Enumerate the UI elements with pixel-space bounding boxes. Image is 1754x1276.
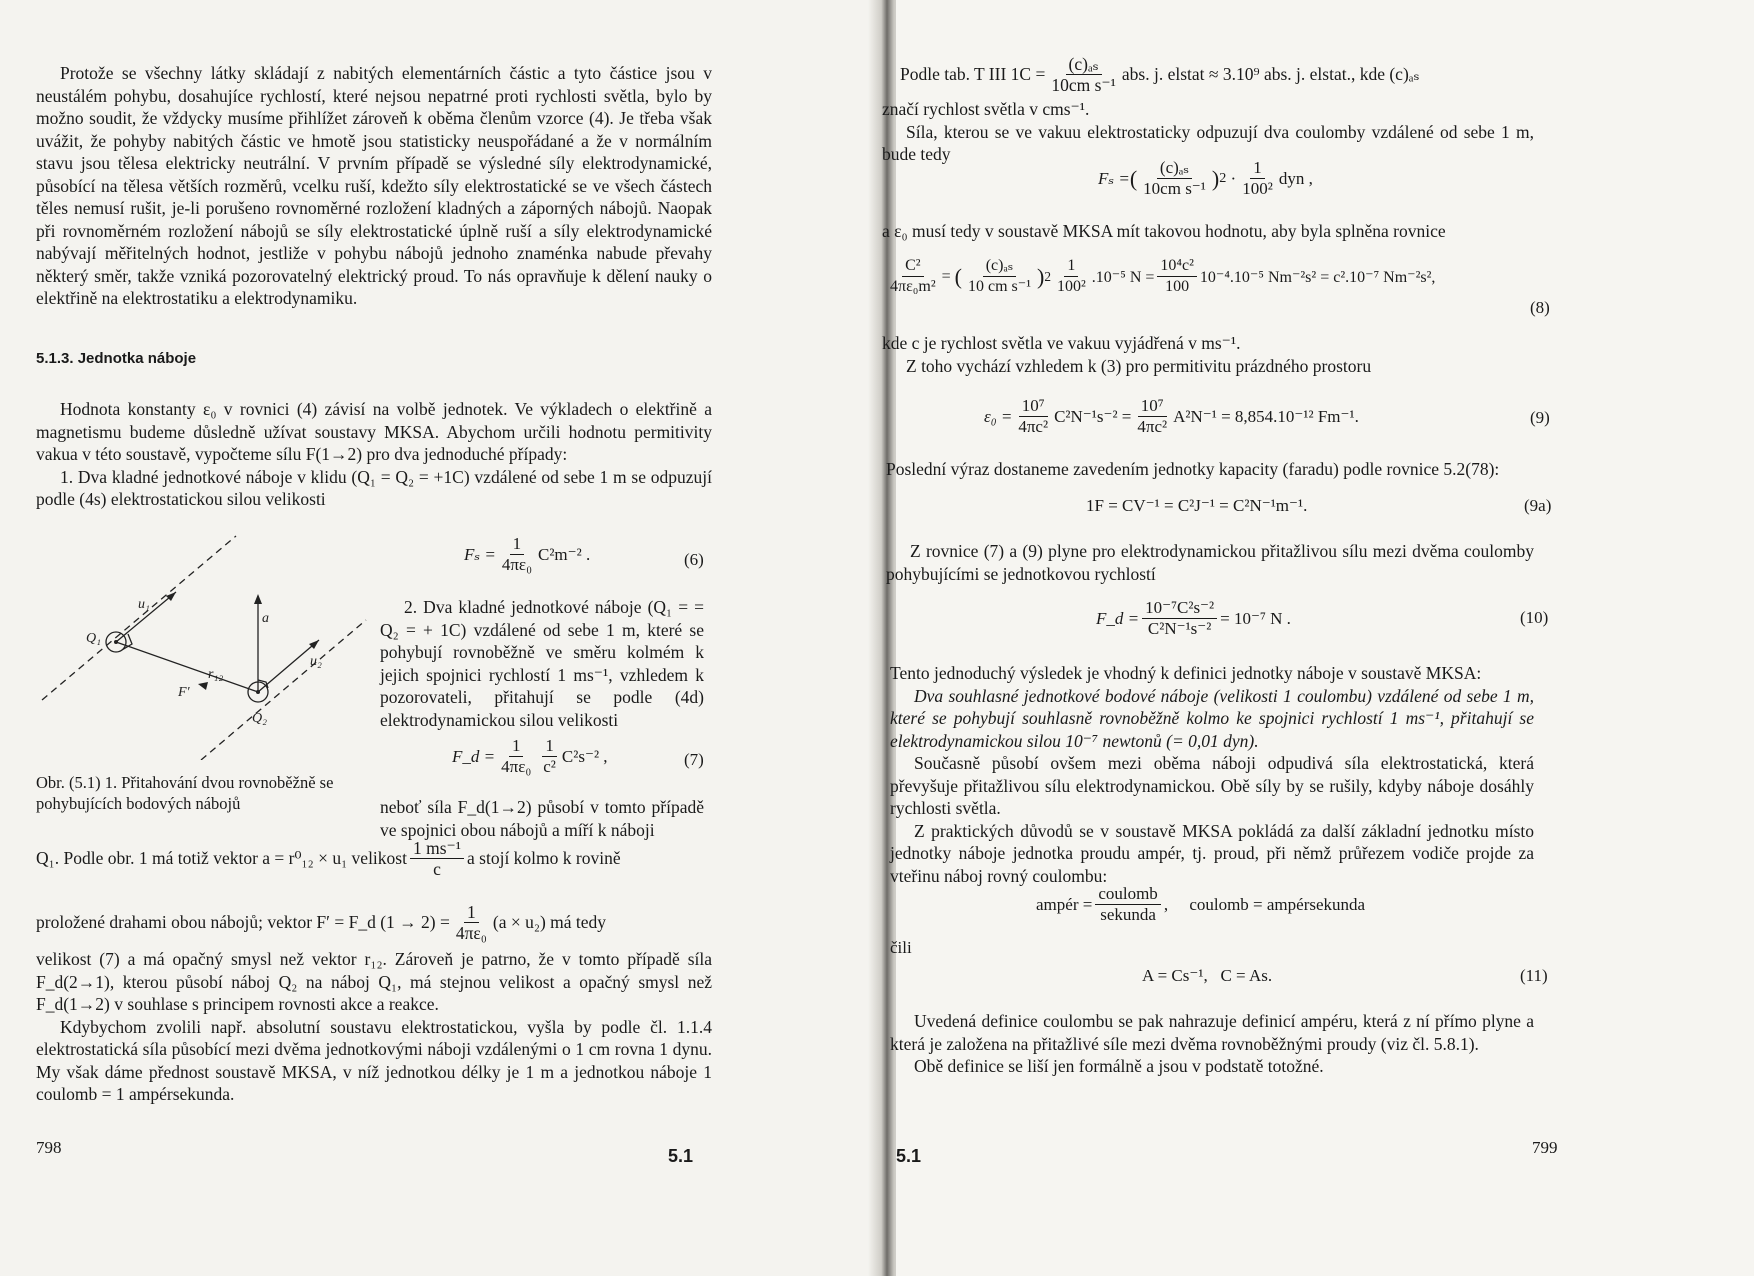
- speed-light-text: značí rychlost světla v cms⁻¹.: [882, 99, 1090, 119]
- intro-paragraph: [36, 62, 712, 310]
- tab-start: Podle tab. T III 1C =: [900, 64, 1046, 84]
- equation-9: [984, 396, 1359, 437]
- eq9-m1: C²N⁻¹s⁻² =: [1054, 406, 1132, 426]
- cili-label: čili: [890, 938, 912, 957]
- right-para1: [882, 98, 1534, 166]
- equation-9a: [1086, 496, 1307, 516]
- eq9-d1: 4πc²: [1018, 417, 1049, 436]
- eq8-n3: 1: [1064, 256, 1078, 277]
- eq7-number: (7): [684, 750, 704, 769]
- equation-10: [1096, 598, 1291, 639]
- section-mark-right: 5.1: [896, 1146, 922, 1166]
- permittivity-text: Z toho vychází vzhledem k (3) pro permitivitu prázdného prostoru: [906, 355, 1372, 376]
- figure-charges: [36, 530, 376, 760]
- equation-7: [452, 736, 608, 777]
- paragraph-after-text: velikost (7) a má opačný smysl než vektor r₁₂. Zároveň je patrno, že v tomto případě síla F_d(2→1), kterou působí náboj Q₂ na náboj Q₁, má stejnou velikost a opačný smysl než F_d(1→2) v souhlase s principem rovnosti akce a reakce.: [36, 949, 712, 1014]
- case-two: [380, 596, 704, 731]
- definition-intro: Tento jednoduchý výsledek je vhodný k definici jednotky náboje v soustavě MKSA:: [890, 663, 1482, 683]
- eq6-number: (6): [684, 550, 704, 569]
- electrodynamic-text: Z rovnice (7) a (9) plyne pro elektrodynamickou přitažlivou sílu mezi dvěma coulomby pohybujícími se jednotkovou rychlostí: [886, 541, 1534, 584]
- line-force: [36, 902, 706, 943]
- equation-ampere: [1036, 884, 1365, 925]
- section-heading: 5.1.3. Jednotka náboje: [36, 350, 197, 367]
- label-q2: Q₂: [252, 711, 267, 726]
- eq10-lhs: F_d =: [1096, 608, 1140, 628]
- eq10-num: 10⁻⁷C²s⁻²: [1142, 598, 1217, 619]
- label-u2: u₂: [310, 654, 322, 669]
- label-u1: u₁: [138, 597, 150, 612]
- right-para2: [882, 220, 1534, 243]
- right-para6: [890, 662, 1534, 887]
- eq8-n1: C²: [902, 256, 923, 277]
- eq7-rhs: C²s⁻² ,: [561, 746, 608, 766]
- eqfs-num: (c)ₐₛ: [1157, 158, 1192, 179]
- equation-11: [1142, 966, 1272, 986]
- paragraph-constant: [36, 398, 712, 511]
- eq10-number: (10): [1520, 608, 1549, 627]
- label-r12: r₁₂: [208, 667, 224, 682]
- eqfs-den2: 100²: [1242, 179, 1273, 198]
- after-eq7-text: neboť síla F_d(1→2) působí v tomto případě ve spojnici obou nábojů a míří k náboji: [380, 797, 704, 840]
- frac1-den: 10cm s⁻¹: [1051, 75, 1116, 95]
- eq9a-number: (9a): [1524, 496, 1552, 515]
- eq9-n1: 10⁷: [1019, 396, 1048, 417]
- eq9a-text: 1F = CV⁻¹ = C²J⁻¹ = C²N⁻¹m⁻¹.: [1086, 496, 1308, 515]
- eq8-mid: .10⁻⁵ N =: [1091, 268, 1155, 286]
- label-q1: Q₁: [86, 631, 101, 646]
- vector-a-end: a stojí kolmo k rovině: [467, 848, 621, 868]
- eq8-d3: 100²: [1057, 278, 1086, 295]
- farad-text: Poslední výraz dostaneme zavedením jednotky kapacity (faradu) podle rovnice 5.2(78):: [886, 459, 1500, 479]
- eq7-lhs: F_d =: [452, 746, 496, 766]
- frac-f-den: 4πε₀: [455, 923, 487, 943]
- equivalence-text: Obě definice se liší jen formálně a jsou v podstatě totožné.: [914, 1056, 1324, 1076]
- eq8-d2: 10 cm s⁻¹: [967, 278, 1031, 295]
- definition-text: Dva souhlasné jednotkové bodové náboje (velikosti 1 coulombu) vzdálené od sebe 1 m, které se pohybují souhlasně rovnoběžně kolmo ke spojnici rychlostí 1 ms⁻¹, přitahují se elektrodynamickou silou 10⁻⁷ newtonů (= 0,01 dyn).: [890, 685, 1534, 751]
- ampere-rhs: , coulomb = ampérsekunda: [1163, 894, 1366, 914]
- eqfs-exp: 2: [1219, 170, 1227, 186]
- frac-a-den: c: [433, 859, 441, 879]
- force-vacuum-text: Síla, kterou se ve vakuu elektrostaticky odpuzují dva coulomby vzdálené od sebe 1 m, bude tedy: [882, 121, 1534, 164]
- eqfs-num2: 1: [1250, 158, 1265, 179]
- eq8-d1: 4πε₀m²: [890, 278, 936, 295]
- eqfs-rhs: dyn ,: [1278, 168, 1313, 188]
- eq9-lhs: ε₀ =: [984, 406, 1013, 426]
- label-a: a: [262, 611, 269, 626]
- eq7-den2: c²: [543, 757, 556, 776]
- eq9-tail: A²N⁻¹ = 8,854.10⁻¹² Fm⁻¹.: [1173, 406, 1359, 426]
- after-eq7: [380, 796, 704, 841]
- eq6-rhs: C²m⁻² .: [538, 544, 591, 564]
- eq9-number: (9): [1530, 408, 1550, 427]
- equation-fs: Fₛ = ( $\frac{\text{(c)ₐₛ}}{\text{10cm s⁻¹}}$ ) 2 · $\frac{1}{\text{100²}}$ dyn ,: [1098, 158, 1313, 198]
- ampere-den: sekunda: [1100, 905, 1156, 924]
- right-page: [882, 0, 1754, 1276]
- eq9-d2: 4πc²: [1137, 417, 1168, 436]
- frac-f-num: 1: [464, 902, 479, 923]
- eq7-num2: 1: [542, 736, 557, 757]
- eq7-den1: 4πε₀: [501, 757, 532, 776]
- eqfs-den: 10cm s⁻¹: [1143, 179, 1206, 198]
- equation-8: $\frac{\text{C²}}{\text{4πε₀m²}}$ = ( $\frac{\text{(c)ₐₛ}}{\text{10 cm s⁻¹}}$ ) 2 $\frac{1}{\text{100²}}$ .10⁻⁵ N = $\frac{\text{10⁴c²}}{100}$ 10⁻⁴.10⁻⁵ Nm⁻²s² = c².10⁻⁷ Nm⁻²s²,: [884, 256, 1435, 297]
- practical-text: Z praktických důvodů se v soustavě MKSA pokládá za další základní jednotku místo jednotky náboje jednotka proudu ampér, tj. proud, při němž průřezem vodiče projde za vteřinu náboj rovný coulombu:: [890, 820, 1534, 886]
- section-mark-left: 5.1: [668, 1146, 694, 1166]
- eqfs-lhs: Fₛ =: [1098, 168, 1130, 188]
- equation-6: [464, 534, 590, 575]
- eq6-num: 1: [510, 534, 525, 555]
- eq6-lhs: Fₛ =: [464, 544, 496, 564]
- right-para5: [886, 540, 1534, 585]
- intro-text: Protože se všechny látky skládají z nabitých elementárních částic a tyto částice jsou v neustálém pohybu, dosahujíce rychlostí, které nejsou nepatrné proti rychlosti světla, bylo by možno soudit, že vždycky musíme přihlížet zároveň k oběma členům vzorce (4). Je třeba však uvážit, že pohyby nabitých částic ve hmotě jsou statisticky neuspořádané a že v normálním stavu jsou tělesa elektricky neutrální. V prvním případě se výsledné síly elektrodynamické, působící na tělesa větších rozměrů, vcelku ruší, kdežto síly elektrostatické se ve všech částech těles nemusí rušit, je-li porušeno rovnoměrné rozložení kladných a záporných nábojů. Naopak při rovnoměrném rozložení nábojů se síly elektrostatické úplně ruší a síly elektrodynamické nabývají měřitelných hodnot, jestliže v pohybu nábojů jednoho znaménka nabude převahy některý směr, takže vzniká pozorovatelný elektrický proud. To nás opravňuje k dělení nauky o elektřině na elektrostatiku a elektrodynamiku.: [36, 63, 712, 308]
- vector-a-text: Q₁. Podle obr. 1 má totiž vektor a = r⁰₁₂ × u₁ velikost: [36, 848, 407, 868]
- eq11-number: (11): [1520, 966, 1548, 985]
- ampere-lhs: ampér =: [1036, 894, 1093, 914]
- eq11-text: A = Cs⁻¹, C = As.: [1142, 966, 1273, 985]
- figure-caption: Obr. (5.1) 1. Přitahování dvou rovnoběžně se pohybujících bodových nábojů: [36, 773, 334, 813]
- page-number-right: 799: [1532, 1138, 1558, 1157]
- case-two-text: 2. Dva kladné jednotkové náboje (Q₁ = = Q₂ = + 1C) vzdálené od sebe 1 m, které se pohybují rovnoběžně ve směru kolmém k jejich spojnici rychlostí 1 ms⁻¹, vzhledem k pozorovateli, přitahují se podle (4d) elektrodynamickou silou velikosti: [380, 597, 704, 730]
- coulomb-definition-text: Uvedená definice coulombu se pak nahrazuje definicí ampéru, která z ní přímo plyne a která je založena na přitažlivé síle mezi dvěma rovnoběžnými proudy (viz čl. 5.8.1).: [890, 1011, 1534, 1054]
- case-one-text: 1. Dva kladné jednotkové náboje v klidu (Q₁ = Q₂ = +1C) vzdálené od sebe 1 m se odpuzují podle (4s) elektrostatickou silou velikosti: [36, 466, 712, 509]
- simultaneous-text: Současně působí ovšem mezi oběma náboji odpudivá síla elektrostatická, která převyšuje přitažlivou sílu elektrodynamickou. Obě síly by se rušily, kdyby náboje dosáhly rychlosti světla.: [890, 753, 1534, 818]
- eq8-number: (8): [1530, 298, 1550, 317]
- mksa-text: a ε₀ musí tedy v soustavě MKSA mít takovou hodnotu, aby byla splněna rovnice: [882, 221, 1446, 241]
- paragraph-constant-text: Hodnota konstanty ε₀ v rovnici (4) závisí na volbě jednotek. Ve výkladech o elektřině a magnetismu budeme důsledně užívat soustavy MKSA. Abychom určili hodnotu permitivity vakua v této soustavě, vypočteme sílu F(1→2) pro dva jednoduché případy:: [36, 399, 712, 464]
- right-para3: [882, 332, 1534, 377]
- eq7-num1: 1: [509, 736, 524, 757]
- line-vector-a: [36, 838, 706, 879]
- eq8-n4: 10⁴c²: [1157, 256, 1196, 277]
- eq8-tail: 10⁻⁴.10⁻⁵ Nm⁻²s² = c².10⁻⁷ Nm⁻²s²,: [1199, 268, 1436, 286]
- paragraph-last-text: Kdybychom zvolili např. absolutní soustavu elektrostatickou, vyšla by podle čl. 1.1.4 elektrostatická síla působící mezi dvěma jednotkovými náboji vzdálenými o 1 cm rovna 1 dynu. My však dáme přednost soustavě MKSA, v níž jednotkou délky je 1 m a jednotkou náboje 1 coulomb = 1 ampérsekunda.: [36, 1016, 712, 1104]
- page-number-left: 798: [36, 1138, 62, 1157]
- frac1-num: (c)ₐₛ: [1066, 54, 1102, 75]
- eq9-n2: 10⁷: [1138, 396, 1167, 417]
- paragraph-after: [36, 948, 712, 1106]
- right-para7: [890, 1010, 1534, 1078]
- eq10-den: C²N⁻¹s⁻²: [1147, 619, 1212, 638]
- label-f: F′: [178, 685, 190, 700]
- eq10-rhs: = 10⁻⁷ N .: [1220, 608, 1291, 628]
- force-text: proložené drahami obou nábojů; vektor F′ = F_d (1 → 2) =: [36, 912, 450, 932]
- eq8-exp: 2: [1044, 268, 1051, 284]
- frac-a-num: 1 ms⁻¹: [410, 838, 464, 859]
- c-text: kde c je rychlost světla ve vakuu vyjádřená v ms⁻¹.: [882, 333, 1241, 353]
- ampere-num: coulomb: [1095, 884, 1161, 905]
- eq8-d4: 100: [1165, 278, 1190, 295]
- tab-end: abs. j. elstat ≈ 3.10⁹ abs. j. elstat., kde (c)ₐₛ: [1121, 64, 1420, 84]
- eq8-n2: (c)ₐₛ: [983, 256, 1017, 277]
- right-para4: [886, 458, 1534, 481]
- force-end: (a × u₂) má tedy: [492, 912, 607, 932]
- eq6-den: 4πε₀: [501, 555, 532, 574]
- line-tab: [900, 54, 1419, 95]
